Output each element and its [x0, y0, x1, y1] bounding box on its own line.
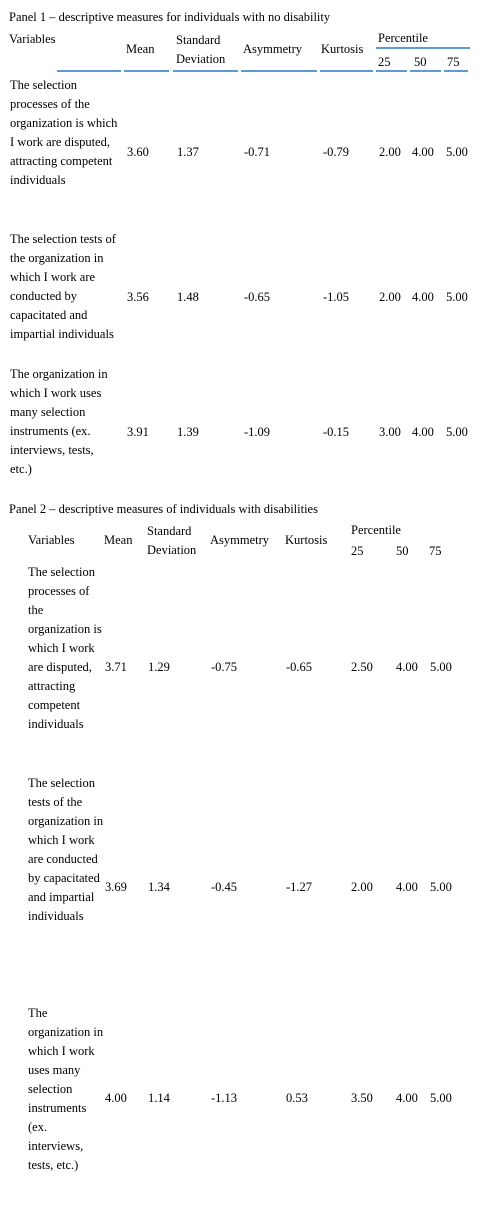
panel2-header-kurtosis: Kurtosis [285, 533, 328, 547]
panel1-row3-asymmetry: -1.09 [244, 425, 271, 439]
panel2-header-mean: Mean [104, 533, 133, 547]
panel2-header-p25: 25 [351, 544, 364, 558]
panel2-row1-sd: 1.29 [148, 660, 170, 674]
panel1-header-rule [57, 70, 121, 72]
panel2-row3-mean: 4.00 [105, 1091, 127, 1105]
panel1-row2-p50: 4.00 [412, 290, 434, 304]
panel2-header-variables: Variables [28, 533, 75, 547]
panel1-row1-p75: 5.00 [446, 145, 468, 159]
panel2-row3-asymmetry: -1.13 [211, 1091, 238, 1105]
panel2-header-p50: 50 [396, 544, 409, 558]
panel1-row2-p75: 5.00 [446, 290, 468, 304]
panel2-row3-variable: The organization in which I work uses many selection instruments (ex. interviews, tests, etc.) [28, 1006, 104, 1172]
panel1-row2-p25: 2.00 [379, 290, 401, 304]
panel2-header-sd-line2: Deviation [147, 543, 197, 557]
panel1-header-rule [410, 70, 441, 72]
panel1-row3-kurtosis: -0.15 [323, 425, 350, 439]
panel2-row1-kurtosis: -0.65 [286, 660, 313, 674]
panel1-row2-variable: The selection tests of the organization in which I work are conducted by capacitated and impartial individuals [10, 232, 116, 341]
panel1-row2-mean: 3.56 [127, 290, 149, 304]
panel1-header-rule [124, 70, 169, 72]
panel1-row2-asymmetry: -0.65 [244, 290, 271, 304]
panel2-row1-mean: 3.71 [105, 660, 127, 674]
panel1-row1-p50: 4.00 [412, 145, 434, 159]
panel2-row2-variable: The selection tests of the organization in which I work are conducted by capacitated and impartial individuals [28, 776, 104, 923]
panel1-percentile-rule [376, 47, 470, 49]
panel1-header-rule [173, 70, 238, 72]
panel2-row2-p50: 4.00 [396, 880, 418, 894]
panel2-row3-sd: 1.14 [148, 1091, 170, 1105]
panel1-header-sd-line1: Standard [176, 33, 221, 47]
panel1-header-rule [376, 70, 407, 72]
panel2-row3-p75: 5.00 [430, 1091, 452, 1105]
panel2-row2-p75: 5.00 [430, 880, 452, 894]
panel1-row3-p75: 5.00 [446, 425, 468, 439]
panel1-header-p50: 50 [414, 55, 427, 69]
panel2-header-percentile: Percentile [351, 523, 401, 537]
panel1-header-rule [320, 70, 373, 72]
panel1-header-percentile: Percentile [378, 31, 428, 45]
panel1-header-rule [444, 70, 468, 72]
panel1-row1-sd: 1.37 [177, 145, 199, 159]
panel1-row3-variable: The organization in which I work uses many selection instruments (ex. interviews, tests, etc.) [10, 367, 108, 476]
panel1-row3-p25: 3.00 [379, 425, 401, 439]
panel1-header-kurtosis: Kurtosis [321, 42, 364, 56]
panel1-header-sd-line2: Deviation [176, 52, 226, 66]
panel1-row1-p25: 2.00 [379, 145, 401, 159]
panel1-row2-kurtosis: -1.05 [323, 290, 350, 304]
panel1-row3-p50: 4.00 [412, 425, 434, 439]
panel1-header-p75: 75 [447, 55, 460, 69]
panel2-row1-p50: 4.00 [396, 660, 418, 674]
panel1-header-mean: Mean [126, 42, 155, 56]
panel2-row1-p75: 5.00 [430, 660, 452, 674]
panel1-title: Panel 1 – descriptive measures for individuals with no disability [9, 10, 331, 24]
panel2-row2-asymmetry: -0.45 [211, 880, 238, 894]
panel1-header-p25: 25 [378, 55, 391, 69]
panel2-row3-p25: 3.50 [351, 1091, 373, 1105]
panel2-row1-p25: 2.50 [351, 660, 373, 674]
panel2-row2-mean: 3.69 [105, 880, 127, 894]
panel1-row2-sd: 1.48 [177, 290, 199, 304]
panel1-row1-variable: The selection processes of the organization is which I work are disputed, attracting competent individuals [10, 78, 118, 187]
panel2-row2-kurtosis: -1.27 [286, 880, 313, 894]
panel2-header-p75: 75 [429, 544, 442, 558]
panel2-header-sd-line1: Standard [147, 524, 192, 538]
panel2-row2-sd: 1.34 [148, 880, 170, 894]
panel2-row3-p50: 4.00 [396, 1091, 418, 1105]
panel1-header-rule [241, 70, 317, 72]
panel2-row1-variable: The selection processes of the organization is which I work are disputed, attracting competent individuals [28, 565, 102, 731]
panel2-row2-p25: 2.00 [351, 880, 373, 894]
panel1-row1-mean: 3.60 [127, 145, 149, 159]
panel1-row1-kurtosis: -0.79 [323, 145, 350, 159]
panel2-row1-asymmetry: -0.75 [211, 660, 238, 674]
panel1-row3-sd: 1.39 [177, 425, 199, 439]
panel1-row1-asymmetry: -0.71 [244, 145, 271, 159]
panel1-row3-mean: 3.91 [127, 425, 149, 439]
panel2-header-asymmetry: Asymmetry [210, 533, 270, 547]
panel1-header-asymmetry: Asymmetry [243, 42, 303, 56]
panel2-title: Panel 2 – descriptive measures of individuals with disabilities [9, 502, 318, 516]
panel2-row3-kurtosis: 0.53 [286, 1091, 308, 1105]
panel1-header-variables: Variables [9, 32, 56, 46]
